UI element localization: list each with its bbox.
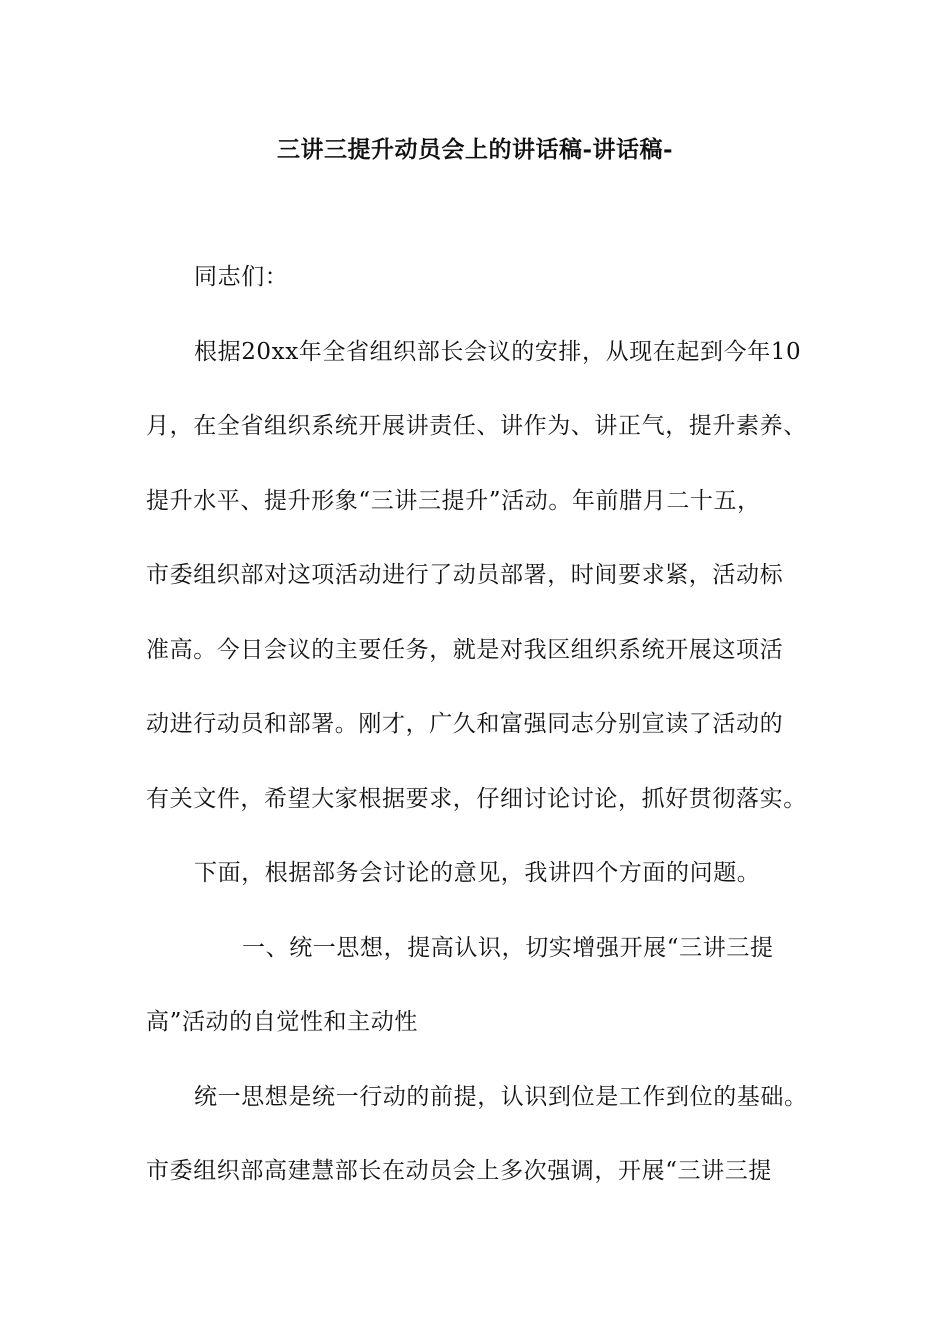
paragraph-line: 有关文件，希望大家根据要求，仔细讨论讨论，抓好贯彻落实。 bbox=[146, 786, 807, 812]
paragraph-line: 准高。今日会议的主要任务，就是对我区组织系统开展这项活 bbox=[146, 637, 784, 663]
salutation: 同志们： bbox=[194, 264, 289, 290]
paragraph-line: 动进行动员和部署。刚才，广久和富强同志分别宣读了活动的 bbox=[146, 711, 784, 737]
paragraph-line: 市委组织部高建慧部长在动员会上多次强调，开展“三讲三提 bbox=[146, 1158, 772, 1184]
paragraph-line: 市委组织部对这项活动进行了动员部署，时间要求紧，活动标 bbox=[146, 562, 784, 588]
paragraph-line: 统一思想是统一行动的前提，认识到位是工作到位的基础。 bbox=[194, 1084, 808, 1110]
paragraph-line: 提升水平、提升形象“三讲三提升”活动。年前腊月二十五， bbox=[146, 488, 761, 514]
paragraph-line: 月，在全省组织系统开展讲责任、讲作为、讲正气，提升素养、 bbox=[146, 413, 807, 439]
paragraph-line: 下面，根据部务会讨论的意见，我讲四个方面的问题。 bbox=[194, 860, 761, 886]
section-heading: 高”活动的自觉性和主动性 bbox=[146, 1009, 418, 1035]
paragraph-line: 根据20xx年全省组织部长会议的安排，从现在起到今年10 bbox=[194, 339, 802, 365]
section-heading: 一、统一思想，提高认识，切实增强开展“三讲三提 bbox=[242, 935, 774, 961]
document-title: 三讲三提升动员会上的讲话稿-讲话稿- bbox=[276, 136, 674, 163]
